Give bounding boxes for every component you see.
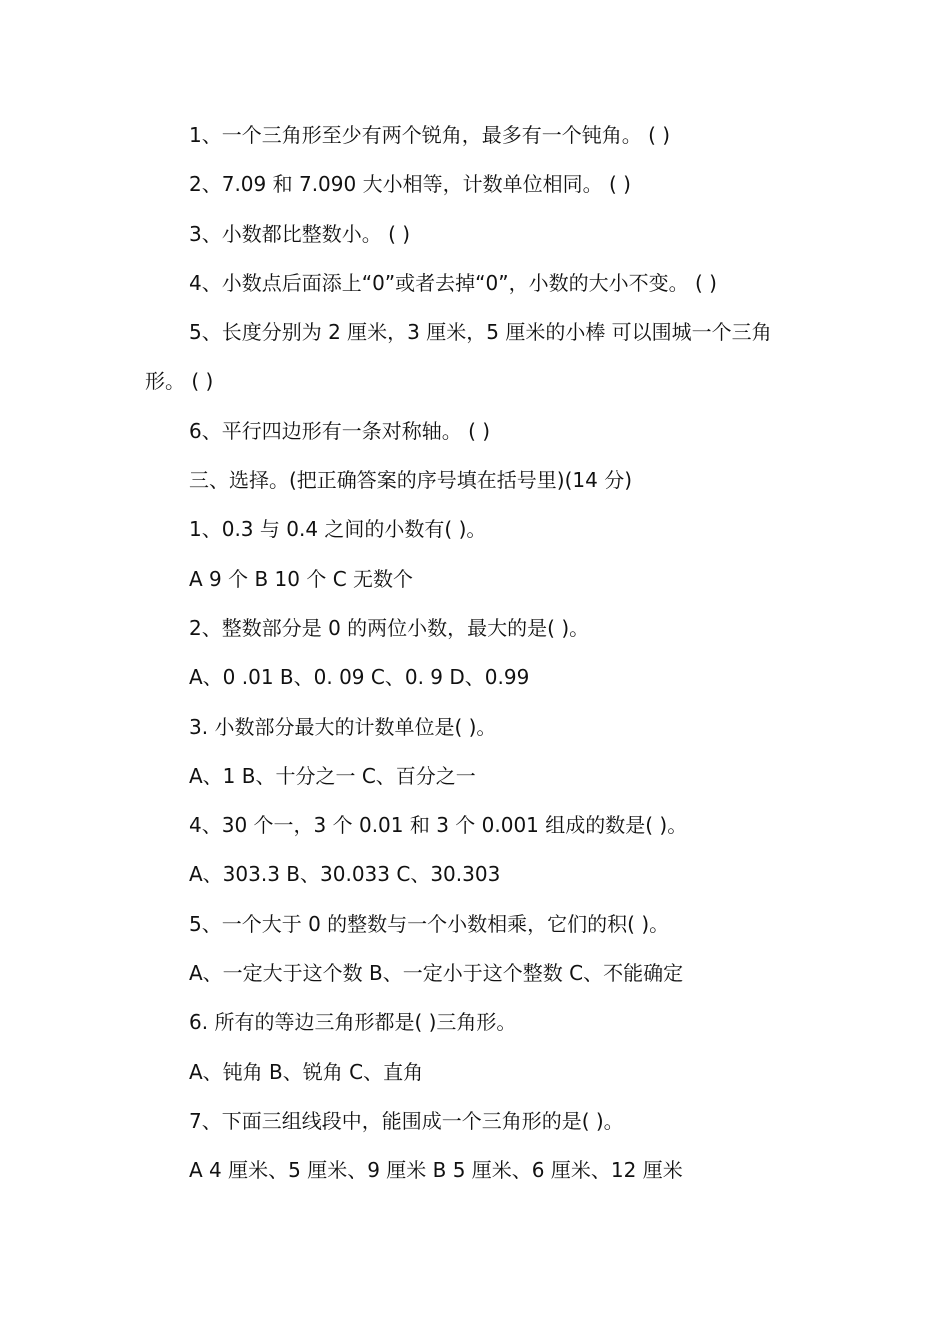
judgement-item-3: 3、小数都比整数小。 ( ) — [189, 221, 411, 246]
choice-question-6: 6. 所有的等边三角形都是( )三角形。 — [189, 1010, 517, 1035]
choice-options-2: A、0 .01 B、0. 09 C、0. 9 D、0.99 — [189, 665, 530, 690]
choice-options-1: A 9 个 B 10 个 C 无数个 — [189, 566, 414, 591]
judgement-item-5: 5、长度分别为 2 厘米，3 厘米，5 厘米的小棒 可以围城一个三角 — [189, 320, 772, 345]
judgement-item-6: 6、平行四边形有一条对称轴。 ( ) — [189, 418, 491, 443]
choice-options-5: A、一定大于这个数 B、一定小于这个整数 C、不能确定 — [189, 961, 684, 986]
choice-question-4: 4、30 个一，3 个 0.01 和 3 个 0.001 组成的数是( )。 — [189, 813, 688, 838]
judgement-item-2: 2、7.09 和 7.090 大小相等，计数单位相同。 ( ) — [189, 172, 631, 197]
choice-options-6: A、钝角 B、锐角 C、直角 — [189, 1059, 424, 1084]
choice-options-7: A 4 厘米、5 厘米、9 厘米 B 5 厘米、6 厘米、12 厘米 — [189, 1158, 683, 1183]
choice-question-7: 7、下面三组线段中，能围成一个三角形的是( )。 — [189, 1108, 624, 1133]
judgement-item-1: 1、一个三角形至少有两个锐角，最多有一个钝角。 ( ) — [189, 123, 671, 147]
choice-options-4: A、303.3 B、30.033 C、30.303 — [189, 862, 501, 887]
choice-question-2: 2、整数部分是 0 的两位小数，最大的是( )。 — [189, 615, 590, 640]
choice-question-3: 3. 小数部分最大的计数单位是( )。 — [189, 714, 497, 739]
document-body — [145, 111, 810, 1196]
judgement-item-4: 4、小数点后面添上“0”或者去掉“0”，小数的大小不变。 ( ) — [189, 270, 717, 295]
section-heading-choice: 三、选择。(把正确答案的序号填在括号里)(14 分) — [189, 468, 633, 493]
judgement-item-5-continued: 形。 ( ) — [145, 369, 214, 394]
choice-question-1: 1、0.3 与 0.4 之间的小数有( )。 — [189, 517, 487, 542]
choice-question-5: 5、一个大于 0 的整数与一个小数相乘，它们的积( )。 — [189, 911, 670, 936]
choice-options-3: A、1 B、十分之一 C、百分之一 — [189, 763, 476, 788]
